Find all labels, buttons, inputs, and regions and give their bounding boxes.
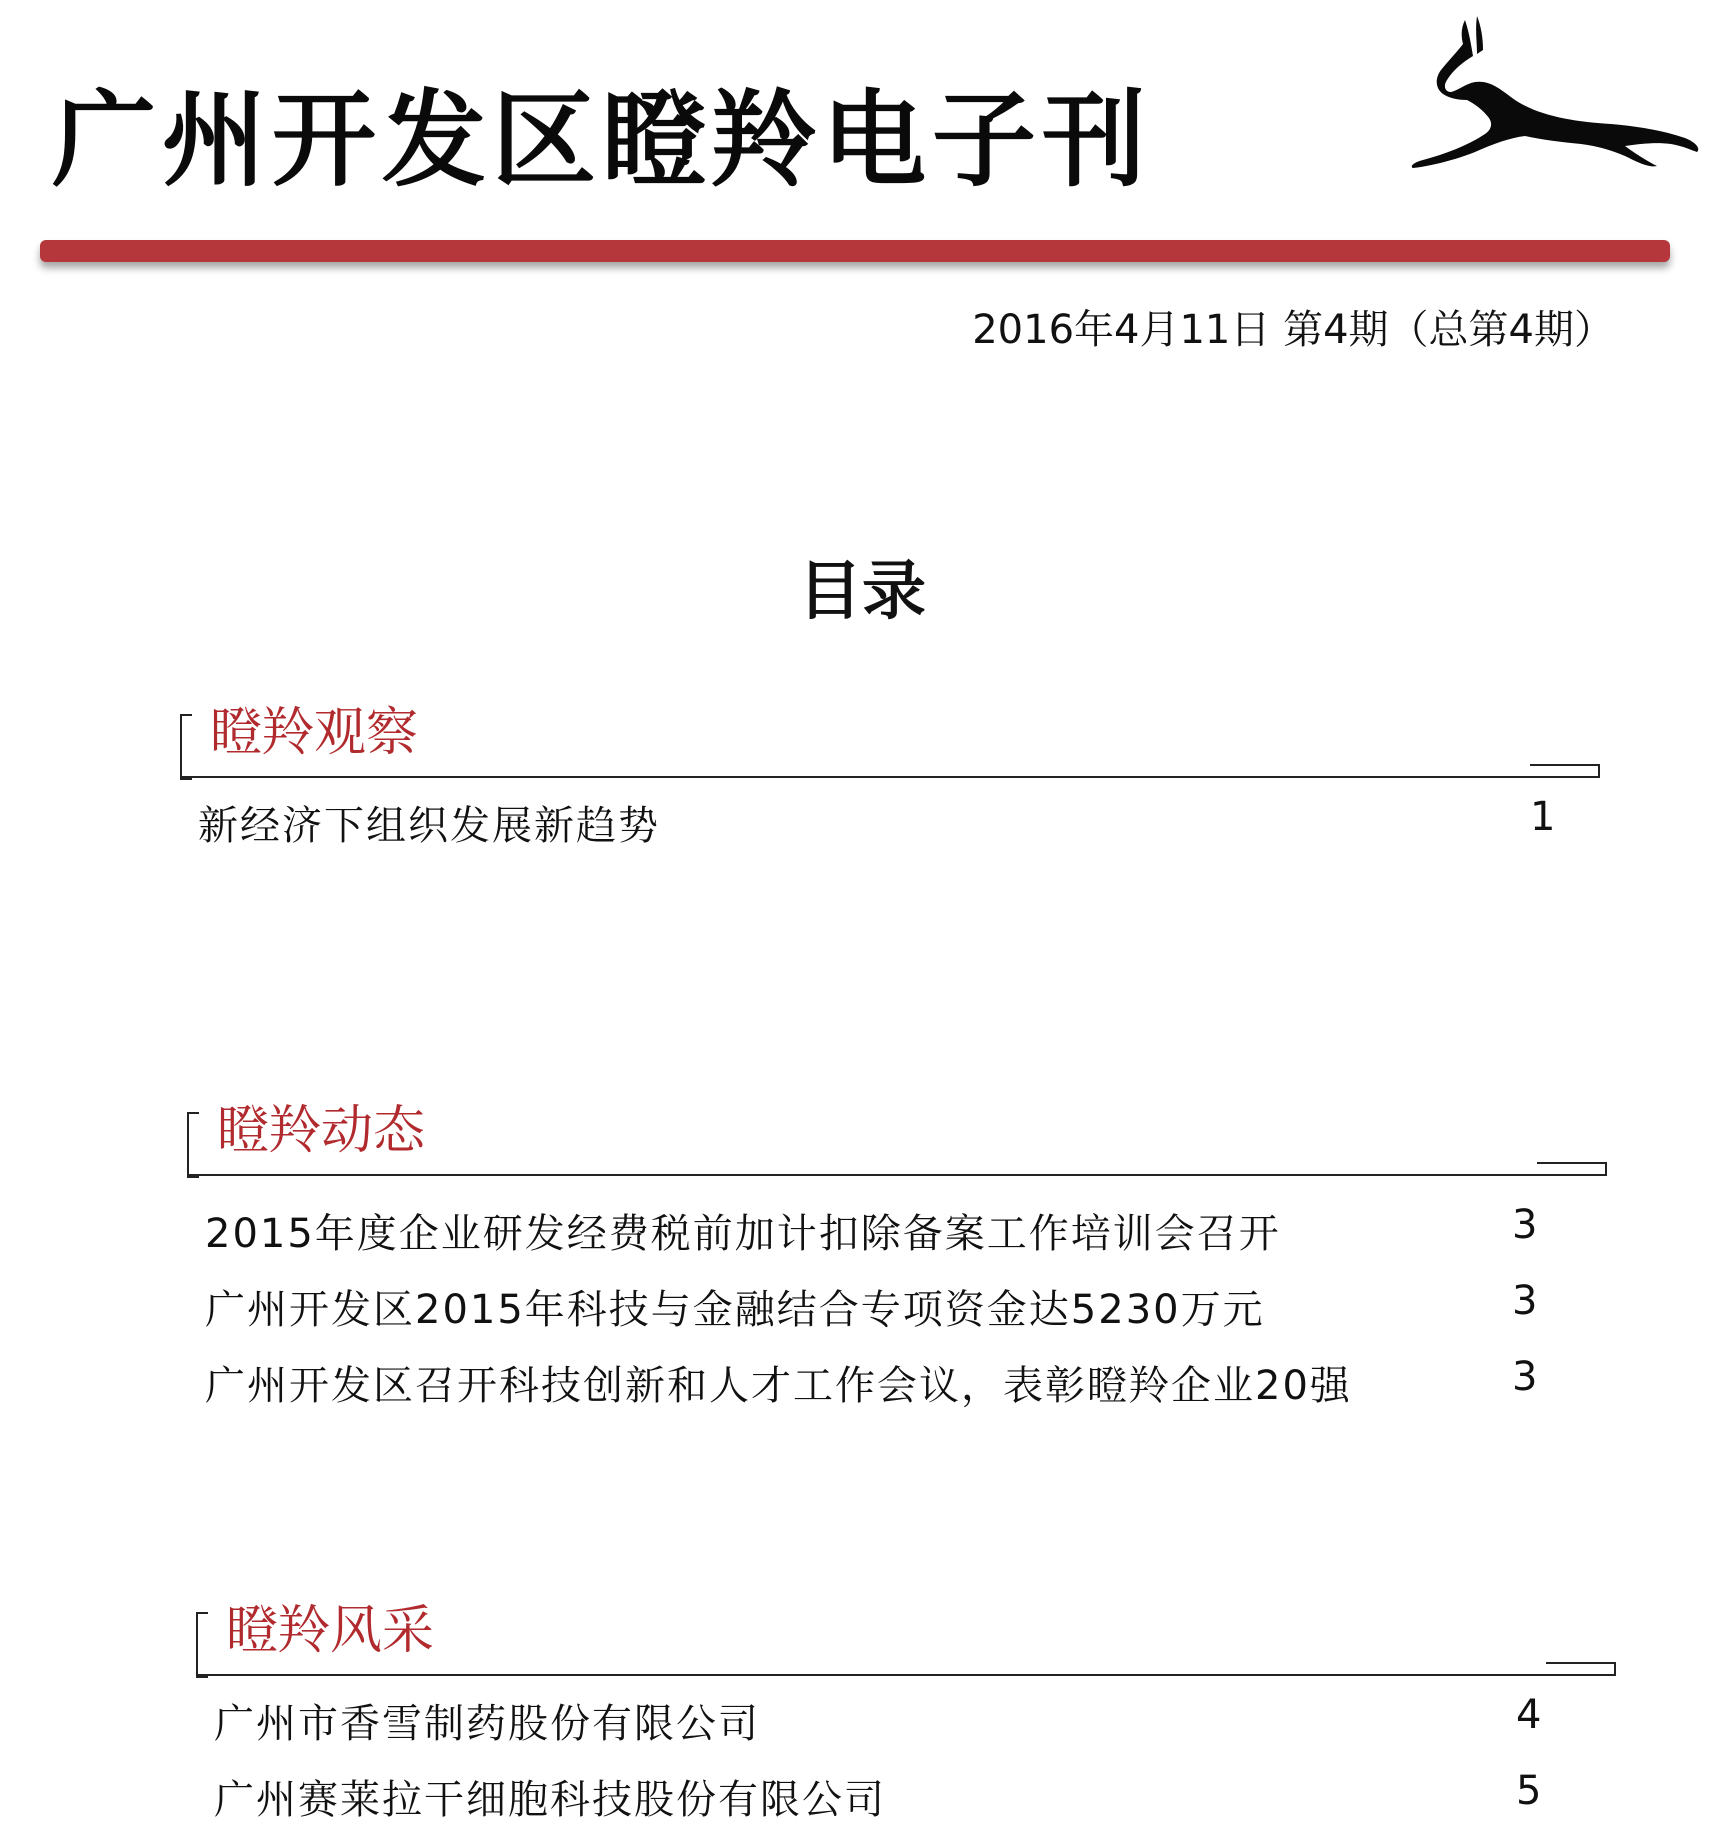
- section-header: [196, 1598, 1616, 1678]
- toc-entry[interactable]: [187, 1188, 1607, 1264]
- toc-entry-page: 3: [1512, 1202, 1538, 1248]
- toc-entry[interactable]: [196, 1754, 1616, 1830]
- toc-entry-page: 3: [1512, 1278, 1538, 1324]
- toc-entry[interactable]: [187, 1264, 1607, 1340]
- section-title: 瞪羚动态: [217, 1101, 426, 1161]
- toc-section-news: [187, 1098, 1607, 1416]
- toc-entry-label: 2015年度企业研发经费税前加计扣除备案工作培训会召开: [205, 1211, 1281, 1257]
- toc-entry-label: 广州市香雪制药股份有限公司: [214, 1701, 760, 1747]
- toc-entry-page: 5: [1516, 1768, 1542, 1814]
- toc-entry-page: 3: [1512, 1354, 1538, 1400]
- section-bracket-right: [1530, 764, 1600, 778]
- section-bracket-right: [1537, 1162, 1607, 1176]
- toc-entry-label: 广州开发区召开科技创新和人才工作会议，表彰瞪羚企业20强: [205, 1363, 1352, 1409]
- toc-title: 目录: [798, 555, 926, 629]
- toc-entry-page: 4: [1516, 1692, 1542, 1738]
- section-bracket-right: [1546, 1662, 1616, 1676]
- toc-entry-label: 广州赛莱拉干细胞科技股份有限公司: [214, 1777, 886, 1823]
- section-title: 瞪羚风采: [226, 1601, 435, 1661]
- toc-entry-label: 广州开发区2015年科技与金融结合专项资金达5230万元: [205, 1287, 1265, 1333]
- toc-entry-page: 1: [1530, 794, 1556, 840]
- section-bracket-left: [196, 1612, 208, 1678]
- section-header: [187, 1098, 1607, 1178]
- gazelle-icon: [1405, 12, 1705, 177]
- toc-entry[interactable]: [187, 1340, 1607, 1416]
- toc-section-showcase: [196, 1598, 1616, 1830]
- header-red-rule: [40, 240, 1670, 262]
- section-rule: [187, 1174, 1607, 1176]
- section-header: [180, 700, 1600, 780]
- section-title: 瞪羚观察: [210, 703, 419, 763]
- issue-date-line: 2016年4月11日 第4期（总第4期）: [972, 307, 1614, 353]
- toc-entry[interactable]: [196, 1678, 1616, 1754]
- section-rule: [180, 776, 1600, 778]
- toc-section-observation: [180, 700, 1600, 856]
- section-bracket-left: [180, 714, 192, 780]
- section-rule: [196, 1674, 1616, 1676]
- toc-entry-label: 新经济下组织发展新趋势: [198, 803, 660, 849]
- toc-entry[interactable]: [180, 780, 1600, 856]
- masthead-title: 广州开发区瞪羚电子刊: [52, 78, 1153, 201]
- section-bracket-left: [187, 1112, 199, 1178]
